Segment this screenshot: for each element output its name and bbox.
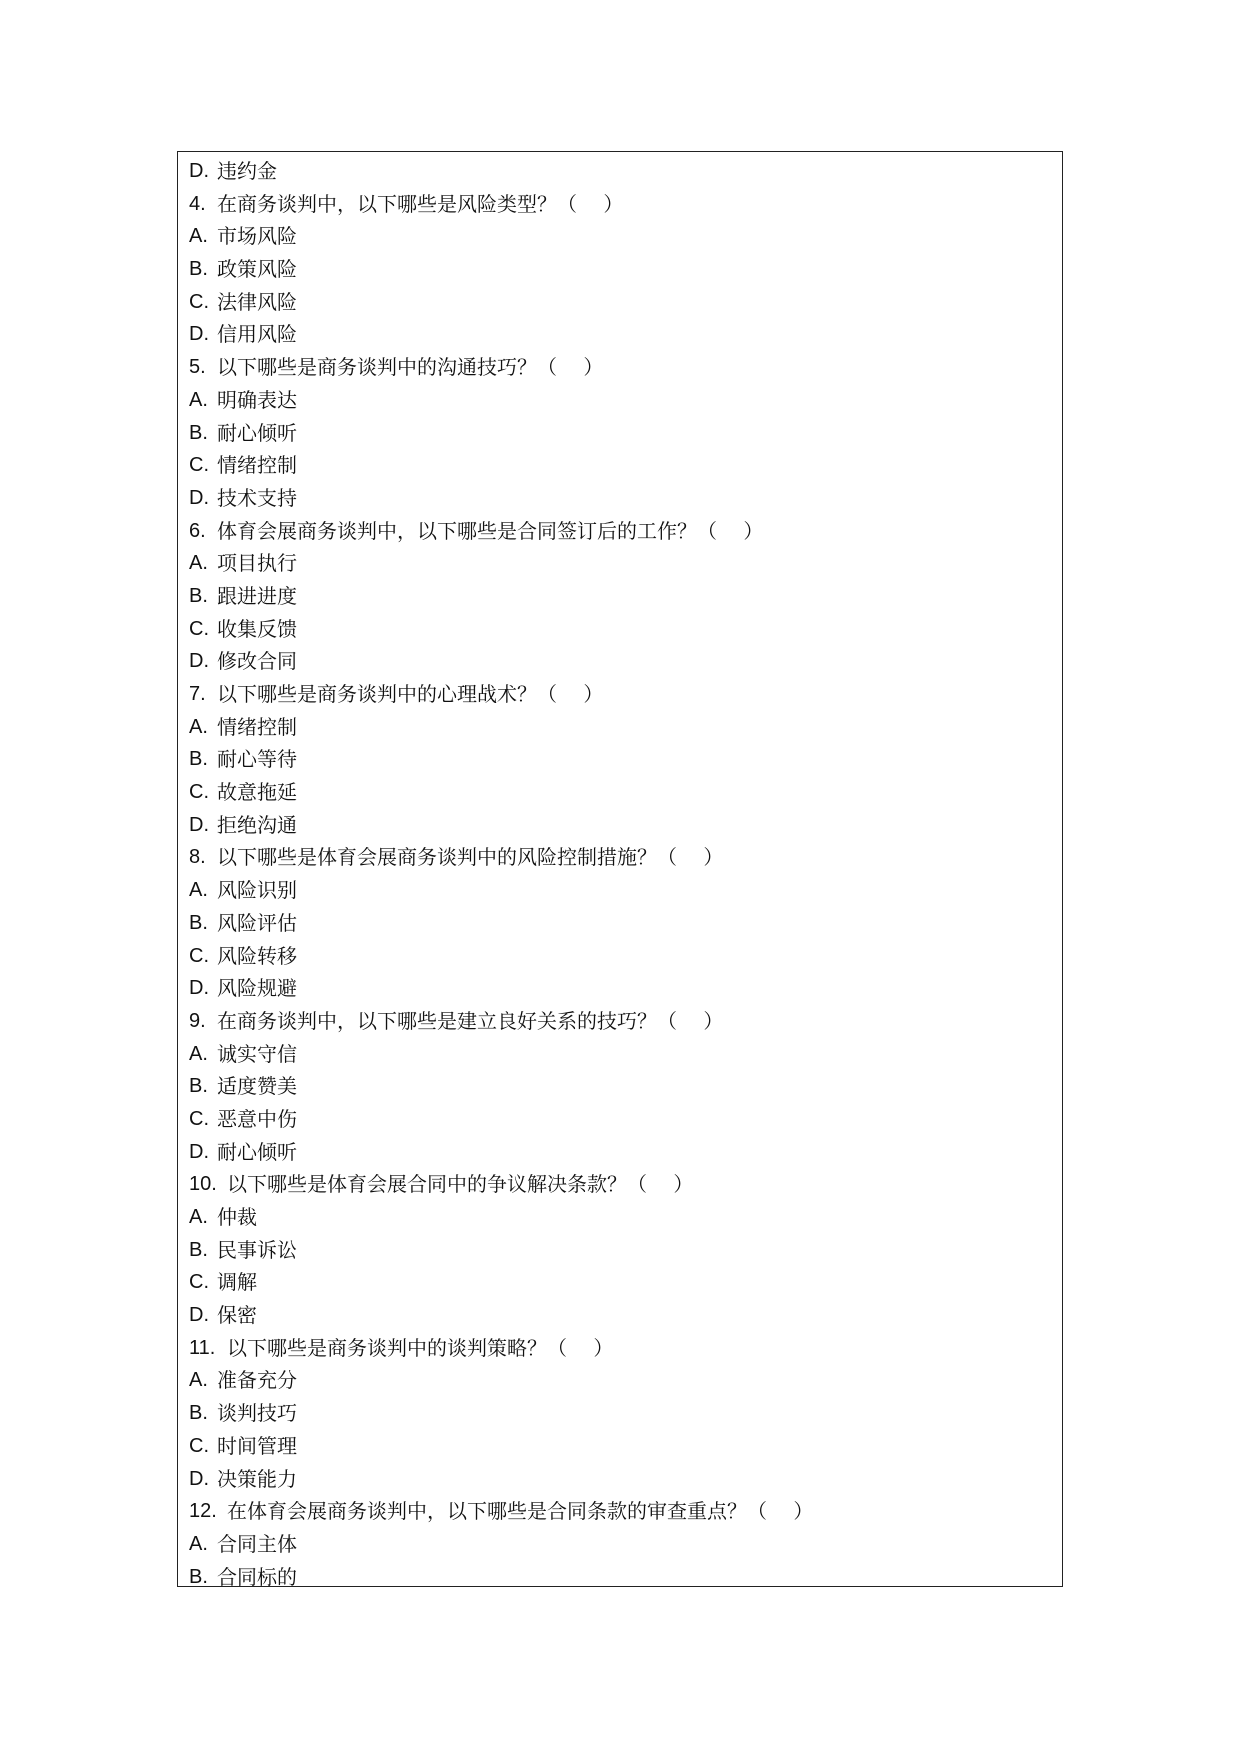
option-text: 技术支持: [217, 485, 297, 510]
option-text: 谈判技巧: [217, 1401, 297, 1426]
question-line: [189, 1332, 1054, 1365]
option-text: 保密: [217, 1303, 257, 1328]
option-letter: D.: [189, 323, 209, 346]
option-letter: C.: [189, 1434, 209, 1457]
option-line: [189, 613, 1054, 646]
option-letter: B.: [189, 911, 208, 934]
question-text: 以下哪些是商务谈判中的谈判策略？（ ）: [227, 1335, 614, 1360]
option-line: [189, 253, 1054, 286]
option-line: [189, 384, 1054, 417]
question-number: 8.: [189, 846, 206, 869]
option-text: 合同标的: [217, 1564, 297, 1587]
option-text: 恶意中伤: [217, 1106, 297, 1131]
option-letter: A.: [189, 715, 208, 738]
option-line: [189, 711, 1054, 744]
option-letter: B.: [189, 1565, 208, 1587]
option-line: [189, 776, 1054, 809]
question-number: 10.: [189, 1173, 217, 1196]
option-text: 耐心等待: [217, 747, 297, 772]
option-text: 项目执行: [217, 551, 297, 576]
option-text: 跟进进度: [217, 583, 297, 608]
option-letter: A.: [189, 552, 208, 575]
question-text: 以下哪些是体育会展商务谈判中的风险控制措施？（ ）: [217, 845, 724, 870]
option-letter: B.: [189, 748, 208, 771]
option-letter: A.: [189, 1532, 208, 1555]
option-letter: D.: [189, 1304, 209, 1327]
option-letter: D.: [189, 813, 209, 836]
option-line: [189, 1103, 1054, 1136]
option-line: [189, 743, 1054, 776]
content-frame: [177, 151, 1063, 1587]
option-letter: A.: [189, 388, 208, 411]
option-line: [189, 874, 1054, 907]
option-line: [189, 1561, 1054, 1587]
option-letter: A.: [189, 1206, 208, 1228]
option-line: [189, 809, 1054, 842]
question-text: 在商务谈判中，以下哪些是风险类型？（ ）: [217, 191, 624, 216]
option-letter: D.: [189, 1140, 209, 1163]
option-line: [189, 907, 1054, 940]
question-line: [189, 678, 1054, 711]
question-line: [189, 1168, 1054, 1201]
option-text: 耐心倾听: [217, 420, 297, 445]
option-text: 决策能力: [217, 1466, 297, 1491]
question-line: [189, 1005, 1054, 1038]
question-line: [189, 515, 1054, 548]
option-line: [189, 155, 1054, 188]
option-text: 故意拖延: [217, 780, 297, 805]
option-text: 明确表达: [217, 387, 297, 412]
option-line: [189, 580, 1054, 613]
option-text: 风险识别: [217, 878, 297, 903]
option-letter: C.: [189, 454, 209, 477]
question-line: [189, 1495, 1054, 1528]
option-text: 法律风险: [217, 289, 297, 314]
option-text: 调解: [217, 1270, 257, 1295]
option-letter: D.: [189, 650, 209, 673]
option-letter: B.: [189, 1402, 208, 1425]
option-text: 诚实守信: [217, 1041, 297, 1066]
option-line: [189, 1266, 1054, 1299]
option-text: 准备充分: [217, 1368, 297, 1393]
option-line: [189, 1463, 1054, 1496]
option-line: [189, 286, 1054, 319]
option-line: [189, 1299, 1054, 1332]
option-line: [189, 1234, 1054, 1267]
option-letter: C.: [189, 781, 209, 804]
option-letter: D.: [189, 1467, 209, 1490]
option-text: 修改合同: [217, 649, 297, 674]
option-letter: B.: [189, 421, 208, 444]
option-line: [189, 645, 1054, 678]
option-line: [189, 220, 1054, 253]
option-letter: B.: [189, 1075, 208, 1098]
option-letter: C.: [189, 944, 209, 967]
option-text: 风险规避: [217, 976, 297, 1001]
question-number: 5.: [189, 356, 206, 379]
question-text: 体育会展商务谈判中，以下哪些是合同签订后的工作？（ ）: [217, 518, 764, 543]
option-letter: D.: [189, 977, 209, 1000]
option-text: 政策风险: [217, 257, 297, 282]
option-letter: C.: [189, 1271, 209, 1294]
option-letter: C.: [189, 1107, 209, 1130]
option-line: [189, 1201, 1054, 1234]
option-text: 适度赞美: [217, 1074, 297, 1099]
option-letter: A.: [189, 1369, 208, 1392]
option-letter: A.: [189, 225, 208, 248]
question-text: 以下哪些是商务谈判中的心理战术？（ ）: [217, 682, 604, 706]
option-line: [189, 972, 1054, 1005]
question-number: 4.: [189, 192, 206, 215]
option-text: 违约金: [217, 159, 277, 183]
option-line: [189, 1397, 1054, 1430]
option-line: [189, 940, 1054, 973]
option-text: 风险评估: [217, 910, 297, 935]
option-letter: B.: [189, 1238, 208, 1261]
question-list: [189, 155, 1054, 1587]
question-number: 11.: [189, 1336, 216, 1359]
option-text: 市场风险: [217, 224, 297, 249]
option-letter: B.: [189, 258, 208, 281]
option-line: [189, 547, 1054, 580]
option-letter: B.: [189, 584, 208, 607]
option-letter: C.: [189, 617, 209, 640]
question-line: [189, 841, 1054, 874]
option-line: [189, 1136, 1054, 1169]
question-number: 9.: [189, 1009, 206, 1032]
option-line: [189, 1070, 1054, 1103]
question-number: 7.: [189, 683, 206, 705]
option-text: 耐心倾听: [217, 1139, 297, 1164]
question-text: 在商务谈判中，以下哪些是建立良好关系的技巧？（ ）: [217, 1008, 724, 1033]
question-text: 以下哪些是体育会展合同中的争议解决条款？（ ）: [227, 1172, 694, 1197]
question-number: 6.: [189, 519, 206, 542]
option-line: [189, 1038, 1054, 1071]
option-text: 时间管理: [217, 1433, 297, 1458]
option-text: 民事诉讼: [217, 1237, 297, 1262]
option-line: [189, 417, 1054, 450]
option-line: [189, 1364, 1054, 1397]
option-text: 情绪控制: [217, 714, 297, 739]
option-letter: C.: [189, 290, 209, 313]
question-line: [189, 188, 1054, 221]
option-line: [189, 1528, 1054, 1561]
option-text: 拒绝沟通: [217, 812, 297, 837]
option-letter: A.: [189, 879, 208, 902]
option-text: 信用风险: [217, 322, 297, 347]
option-letter: A.: [189, 1042, 208, 1065]
question-number: 12.: [189, 1500, 217, 1523]
option-line: [189, 318, 1054, 351]
option-text: 仲裁: [217, 1205, 257, 1229]
option-letter: D.: [189, 486, 209, 509]
option-text: 收集反馈: [217, 616, 297, 641]
option-text: 情绪控制: [217, 453, 297, 478]
option-text: 合同主体: [217, 1531, 297, 1556]
question-line: [189, 351, 1054, 384]
question-text: 在体育会展商务谈判中，以下哪些是合同条款的审查重点？（ ）: [227, 1499, 814, 1524]
option-line: [189, 1430, 1054, 1463]
option-line: [189, 449, 1054, 482]
option-line: [189, 482, 1054, 515]
question-text: 以下哪些是商务谈判中的沟通技巧？（ ）: [217, 355, 604, 380]
option-letter: D.: [189, 160, 209, 182]
option-text: 风险转移: [217, 943, 297, 968]
